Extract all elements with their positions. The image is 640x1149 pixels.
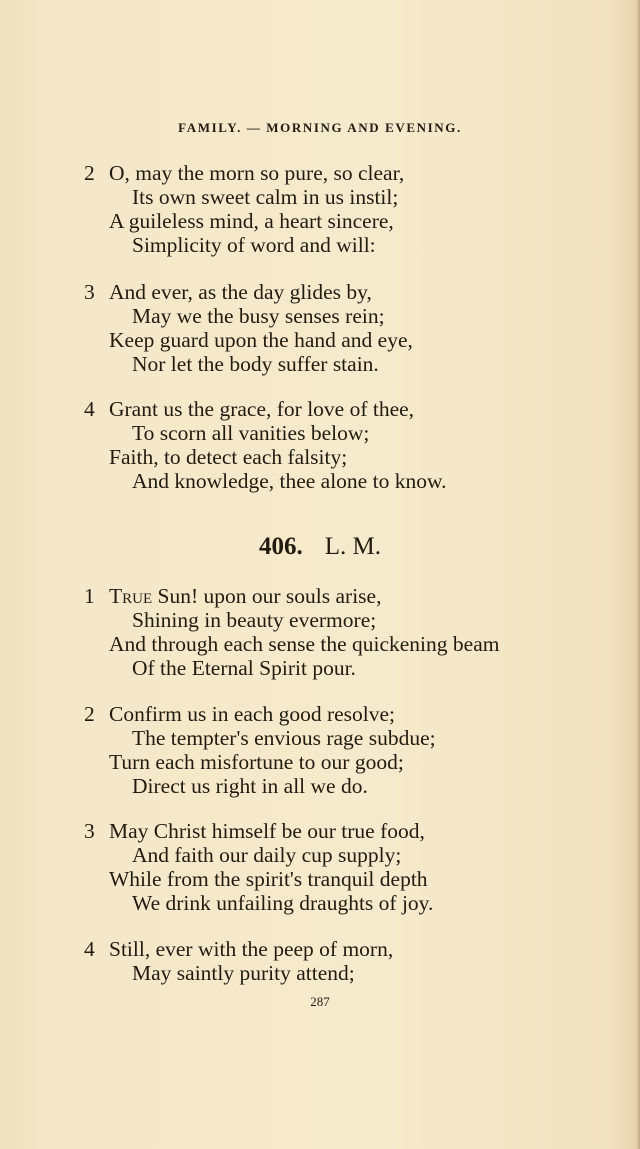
stanza-number: 4 (84, 397, 95, 421)
stanza-number: 2 (84, 702, 95, 726)
verse-line: Its own sweet calm in us instil; (132, 185, 399, 209)
verse-line: And through each sense the quickening beam (109, 632, 500, 656)
hymn-heading (0, 533, 640, 561)
verse-line: And faith our daily cup supply; (132, 843, 402, 867)
stanza-406-3 (84, 819, 433, 915)
verse-line: Sun! upon our souls arise, (152, 584, 382, 608)
stanza-number: 2 (84, 161, 95, 185)
verse-line: May Christ himself be our true food, (109, 819, 425, 843)
verse-line: Grant us the grace, for love of thee, (109, 397, 415, 421)
stanza-number: 3 (84, 280, 95, 304)
verse-line: And knowledge, thee alone to know. (132, 469, 447, 493)
verse-line: May we the busy senses rein; (132, 304, 385, 328)
stanza-405-2 (84, 161, 404, 257)
verse-line: O, may the morn so pure, so clear, (109, 161, 405, 185)
stanza-406-1 (84, 584, 499, 680)
verse-line: Still, ever with the peep of morn, (109, 937, 394, 961)
verse-line: Keep guard upon the hand and eye, (109, 328, 413, 352)
stanza-406-2 (84, 702, 436, 798)
verse-line: The tempter's envious rage subdue; (132, 726, 436, 750)
verse-line: Direct us right in all we do. (132, 774, 368, 798)
verse-line: Simplicity of word and will: (132, 233, 376, 257)
page-edge-shadow (636, 0, 640, 1149)
drop-word: True (109, 584, 153, 608)
hymn-number: 406. (259, 533, 303, 560)
stanza-number: 3 (84, 819, 95, 843)
page-number: 287 (310, 994, 330, 1009)
stanza-406-4 (84, 937, 393, 985)
verse-line: Confirm us in each good resolve; (109, 702, 396, 726)
verse-line: And ever, as the day glides by, (109, 280, 372, 304)
hymn-meter: L. M. (324, 533, 381, 560)
stanza-number: 4 (84, 937, 95, 961)
stanza-405-4 (84, 397, 446, 493)
verse-line: While from the spirit's tranquil depth (109, 867, 428, 891)
stanza-number: 1 (84, 584, 95, 608)
verse-line: A guileless mind, a heart sincere, (109, 209, 394, 233)
verse-line: Shining in beauty evermore; (132, 608, 377, 632)
stanza-405-3 (84, 280, 413, 376)
verse-line: To scorn all vanities below; (132, 421, 370, 445)
verse-line: Faith, to detect each falsity; (109, 445, 348, 469)
verse-line: Nor let the body suffer stain. (132, 352, 379, 376)
verse-line: Of the Eternal Spirit pour. (132, 656, 356, 680)
running-header: FAMILY. — MORNING AND EVENING. (178, 120, 462, 135)
verse-line: Turn each misfortune to our good; (109, 750, 404, 774)
verse-line: May saintly purity attend; (132, 961, 355, 985)
verse-line: We drink unfailing draughts of joy. (132, 891, 434, 915)
